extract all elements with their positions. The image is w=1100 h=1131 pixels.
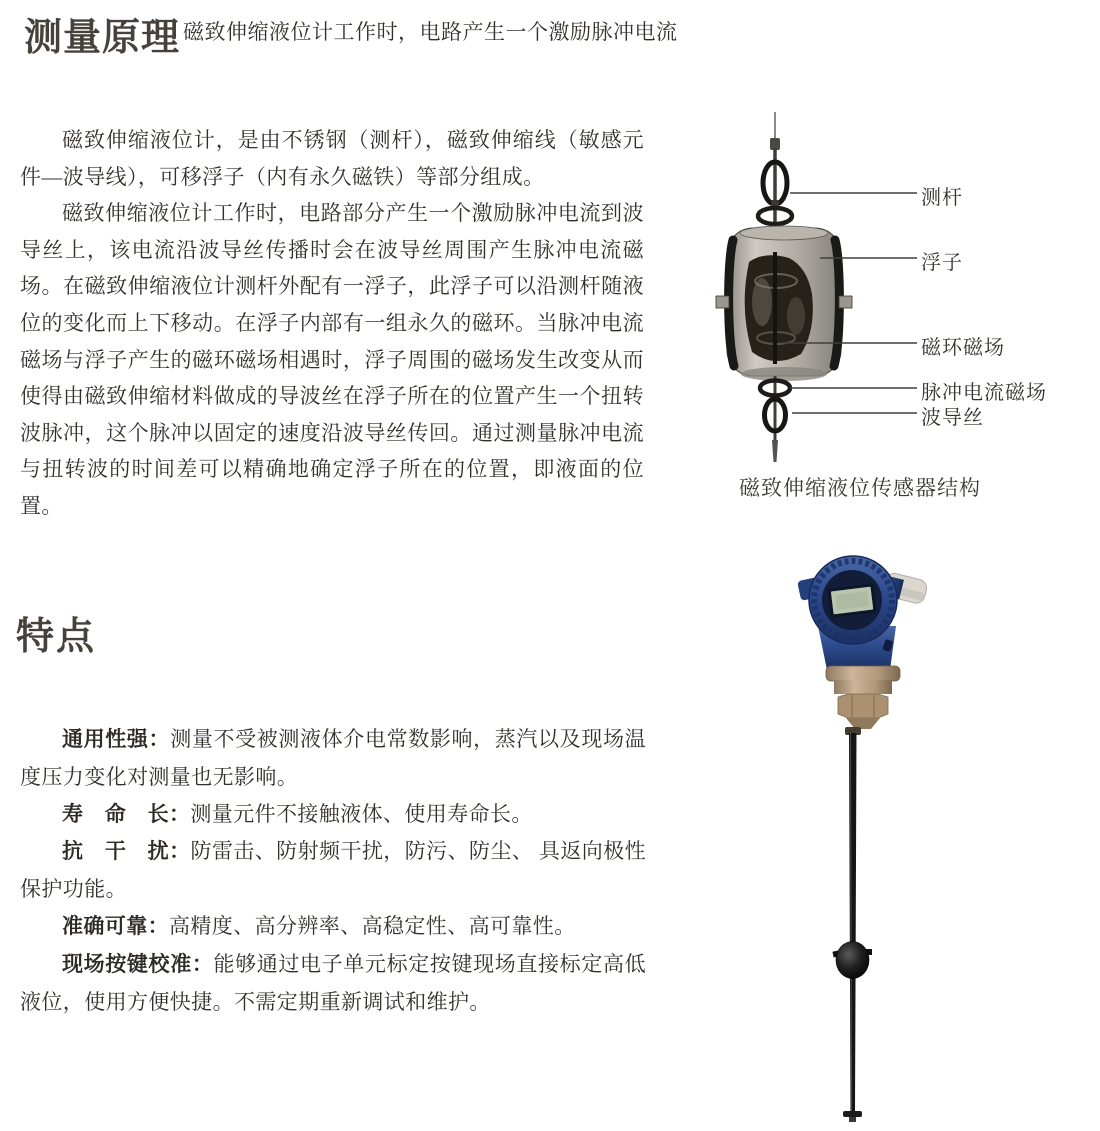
features-list bbox=[20, 721, 646, 1020]
feature-item bbox=[20, 796, 646, 834]
brass-flange bbox=[826, 666, 900, 681]
header-side-text: 磁致伸缩液位计工作时，电路产生一个激励脉冲电流 bbox=[183, 20, 678, 44]
feature-label: 通用性强： bbox=[62, 728, 171, 751]
feature-text: 防雷击、防射频干扰，防污、防尘、 具返向极性保护功能。 bbox=[20, 839, 646, 902]
diagram-label-float: 浮子 bbox=[921, 252, 963, 274]
sensor-structure-image bbox=[700, 105, 920, 475]
diagram-label-magnet-field: 磁环磁场 bbox=[921, 337, 1005, 359]
feature-text: 高精度、高分辨率、高稳定性、高可靠性。 bbox=[169, 913, 576, 938]
feature-label: 现场按键校准： bbox=[62, 952, 214, 976]
brass-cylinder bbox=[834, 680, 892, 694]
diagram-label-rod: 测杆 bbox=[921, 187, 963, 209]
feature-text: 测量不受被测液体介电常数影响，蒸汽以及现场温度压力变化对测量也无影响。 bbox=[20, 727, 646, 789]
page-title: 测量原理 bbox=[24, 17, 181, 59]
probe-rod bbox=[849, 733, 857, 1112]
feature-item bbox=[20, 833, 646, 908]
diagram-caption: 磁致伸缩液位传感器结构 bbox=[739, 476, 981, 500]
feature-item bbox=[20, 946, 646, 1021]
float-tab-right bbox=[839, 296, 852, 308]
feature-text: 测量元件不接触液体、使用寿命长。 bbox=[190, 801, 533, 826]
feature-label: 寿 命 长： bbox=[62, 802, 191, 826]
probe-end-cap bbox=[843, 1111, 862, 1117]
probe-end-tip bbox=[849, 1117, 856, 1122]
features-heading: 特点 bbox=[16, 616, 97, 658]
diagram-label-pulse-field: 脉冲电流磁场 bbox=[921, 382, 1047, 404]
float-tab-left bbox=[716, 296, 729, 308]
transmitter-image bbox=[770, 548, 980, 1131]
float-top-lid bbox=[740, 226, 828, 240]
feature-text: 能够通过电子单元标定按键现场直接标定高低液位，使用方便快捷。不需定期重新调试和维护。 bbox=[20, 951, 646, 1014]
interior-highlight-right bbox=[787, 297, 805, 335]
rod-bottom-tip bbox=[772, 440, 778, 462]
principle-paragraph-2: 磁致伸缩液位计工作时，电路部分产生一个激励脉冲电流到波导丝上，该电流沿波导丝传播时会在波导丝周围产生脉冲电流磁场。在磁致伸缩液位计测杆外配有一浮子，此浮子可以沿测杆随液位的变化而上下移动。在浮子内部有一组永久的磁环。当脉冲电流磁场与浮子产生的磁环磁场相遇时，浮子周围的磁场发生改变从而使得由磁致伸缩材料做成的导波丝在浮子所在的位置产生一个扭转波脉冲，这个脉冲以固定的速度沿波导丝传回。通过测量脉冲电流与扭转波的时间差可以精确地确定浮子所在的位置，即液面的位置。 bbox=[20, 201, 644, 518]
principle-paragraph-1: 磁致伸缩液位计，是由不锈钢（测杆），磁致伸缩线（敏感元件—波导线），可移浮子（内有永久磁铁）等部分组成。 bbox=[20, 128, 644, 189]
feature-item bbox=[20, 908, 646, 946]
lcd-display bbox=[827, 583, 876, 617]
hex-nut bbox=[838, 694, 888, 718]
principle-section bbox=[20, 122, 644, 525]
feature-label: 抗 干 扰： bbox=[62, 840, 191, 864]
probe-float bbox=[836, 942, 869, 979]
diagram-label-waveguide: 波导丝 bbox=[921, 407, 984, 429]
feature-label: 准确可靠： bbox=[62, 914, 169, 938]
float-bottom-lid bbox=[741, 367, 827, 381]
feature-item bbox=[20, 721, 646, 796]
